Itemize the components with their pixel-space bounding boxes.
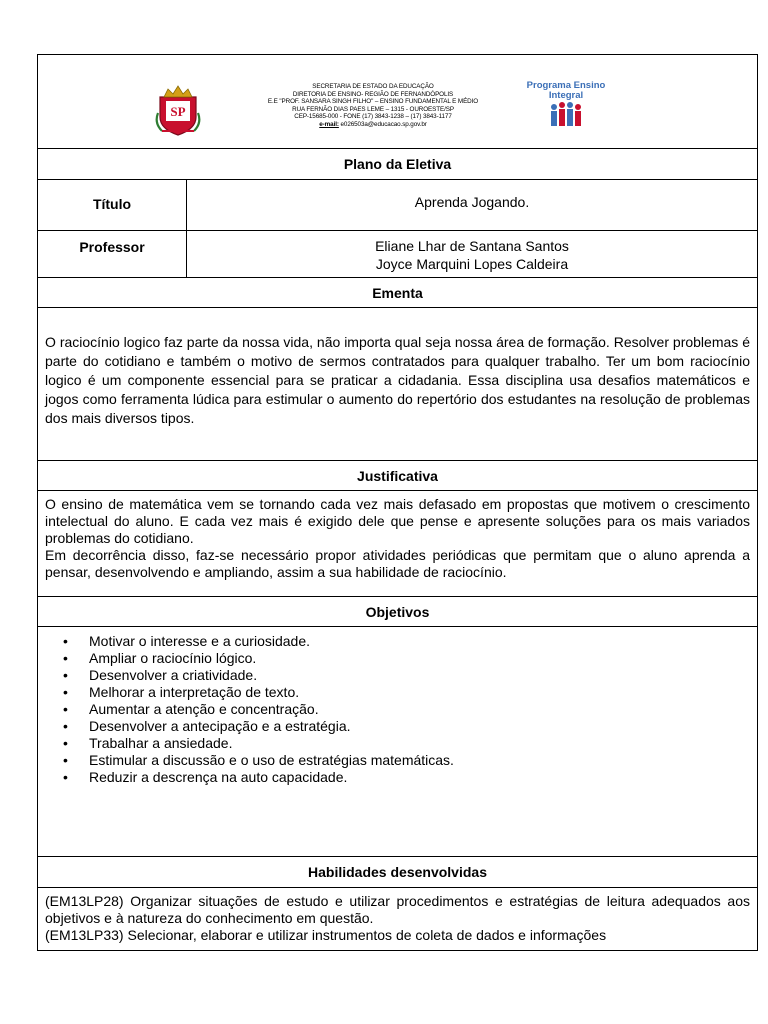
plan-title: Plano da Eletiva	[38, 149, 757, 180]
habilidades-body	[38, 888, 757, 952]
bullet-icon: •	[63, 701, 68, 717]
list-item: • Trabalhar a ansiedade.	[63, 735, 233, 751]
bullet-icon: •	[63, 667, 68, 683]
title-value: Aprenda Jogando.	[414, 194, 530, 210]
justificativa-title: Justificativa	[38, 461, 757, 491]
bullet-icon: •	[63, 752, 68, 768]
letterhead-line: CEP-15685-000 - FONE (17) 3843-1238 – (17) 3843-1177	[294, 113, 452, 121]
elective-plan-document	[37, 54, 758, 951]
letterhead-email	[228, 121, 518, 129]
crest-letters: SP	[170, 104, 186, 119]
justificativa-paragraph: O ensino de matemática vem se tornando cada vez mais defasado em propostas que motivem o crescimento intelectual do aluno. E cada vez mais é exigido dele que pense e apresente soluções para os mais variados problemas do cotidiano.	[45, 496, 750, 546]
justificativa-paragraph: Em decorrência disso, faz-se necessário propor atividades periódicas que permitam que o aluno aprenda a pensar, desenvolvendo e ampliando, assim a sua habilidade de raciocínio.	[45, 547, 750, 580]
habilidade-item: (EM13LP28) Organizar situações de estudo e utilizar procedimentos e estratégias de leitura adequados aos objetivos e à natureza do conhecimento em questão.	[45, 893, 750, 926]
objetivos-body	[38, 627, 757, 857]
list-item: • Desenvolver a criatividade.	[63, 667, 258, 683]
habilidade-item: (EM13LP33) Selecionar, elaborar e utilizar instrumentos de coleta de dados e informações	[45, 927, 607, 943]
bullet-icon: •	[63, 650, 68, 666]
letterhead-line: DIRETORIA DE ENSINO- REGIÃO DE FERNANDÓPOLIS	[292, 90, 454, 98]
ementa-text: O raciocínio logico faz parte da nossa vida, não importa qual seja nossa área de formação. Resolver problemas é parte do cotidiano e também o motivo de sermos contratados para qualquer trabalho. Ter um bom raciocínio logico é um componente essencial para se praticar a cidadania. Essa disciplina usa desafios matemáticos e jogos como ferramenta lúdica para estimular o aumento do repertório dos estudantes na resolução de problemas dos mais diversos tipos.	[45, 334, 750, 426]
people-icon	[548, 101, 584, 129]
title-row	[38, 180, 757, 231]
letterhead-row	[38, 55, 757, 149]
professor-name: Joyce Marquini Lopes Caldeira	[375, 256, 569, 272]
justificativa-body	[38, 491, 757, 597]
program-logo-text: Programa Ensino	[526, 80, 606, 91]
letterhead-line: RUA FERNÃO DIAS PAES LEME – 1315 - OUROESTE/SP	[292, 105, 454, 113]
sao-paulo-crest-icon	[154, 83, 202, 137]
email-label: e-mail:	[319, 120, 339, 128]
bullet-icon: •	[63, 684, 68, 700]
program-logo-text: Integral	[548, 90, 584, 101]
professor-name: Eliane Lhar de Santana Santos	[375, 238, 569, 254]
professor-row	[38, 231, 757, 278]
professor-label: Professor	[79, 239, 145, 255]
list-item: • Ampliar o raciocínio lógico.	[63, 650, 257, 666]
bullet-icon: •	[63, 633, 68, 649]
list-item: • Motivar o interesse e a curiosidade.	[63, 633, 310, 649]
bullet-icon: •	[63, 769, 68, 785]
habilidades-title: Habilidades desenvolvidas	[38, 857, 757, 888]
bullet-icon: •	[63, 718, 68, 734]
objetivos-list	[63, 633, 454, 786]
title-label: Título	[92, 196, 132, 212]
programa-ensino-integral-logo	[516, 81, 616, 134]
email-value[interactable]: e026503a@educacao.sp.gov.br	[340, 120, 427, 128]
list-item: • Estimular a discussão e o uso de estratégias matemáticas.	[63, 752, 454, 768]
letterhead-text	[228, 83, 518, 129]
bullet-icon: •	[63, 735, 68, 751]
list-item: • Desenvolver a antecipação e a estratégia.	[63, 718, 351, 734]
ementa-title: Ementa	[38, 278, 757, 308]
objetivos-title: Objetivos	[38, 597, 757, 627]
list-item: • Melhorar a interpretação de texto.	[63, 684, 300, 700]
letterhead-line: E.E "PROF. SANSARA SINGH FILHO" – ENSINO FUNDAMENTAL E MÉDIO	[267, 98, 479, 106]
ementa-body	[38, 308, 757, 461]
list-item: • Reduzir a descrença na auto capacidade.	[63, 769, 348, 785]
letterhead-line: SECRETARIA DE ESTADO DA EDUCAÇÃO	[312, 83, 434, 90]
list-item: • Aumentar a atenção e concentração.	[63, 701, 319, 717]
professor-names	[187, 237, 757, 273]
